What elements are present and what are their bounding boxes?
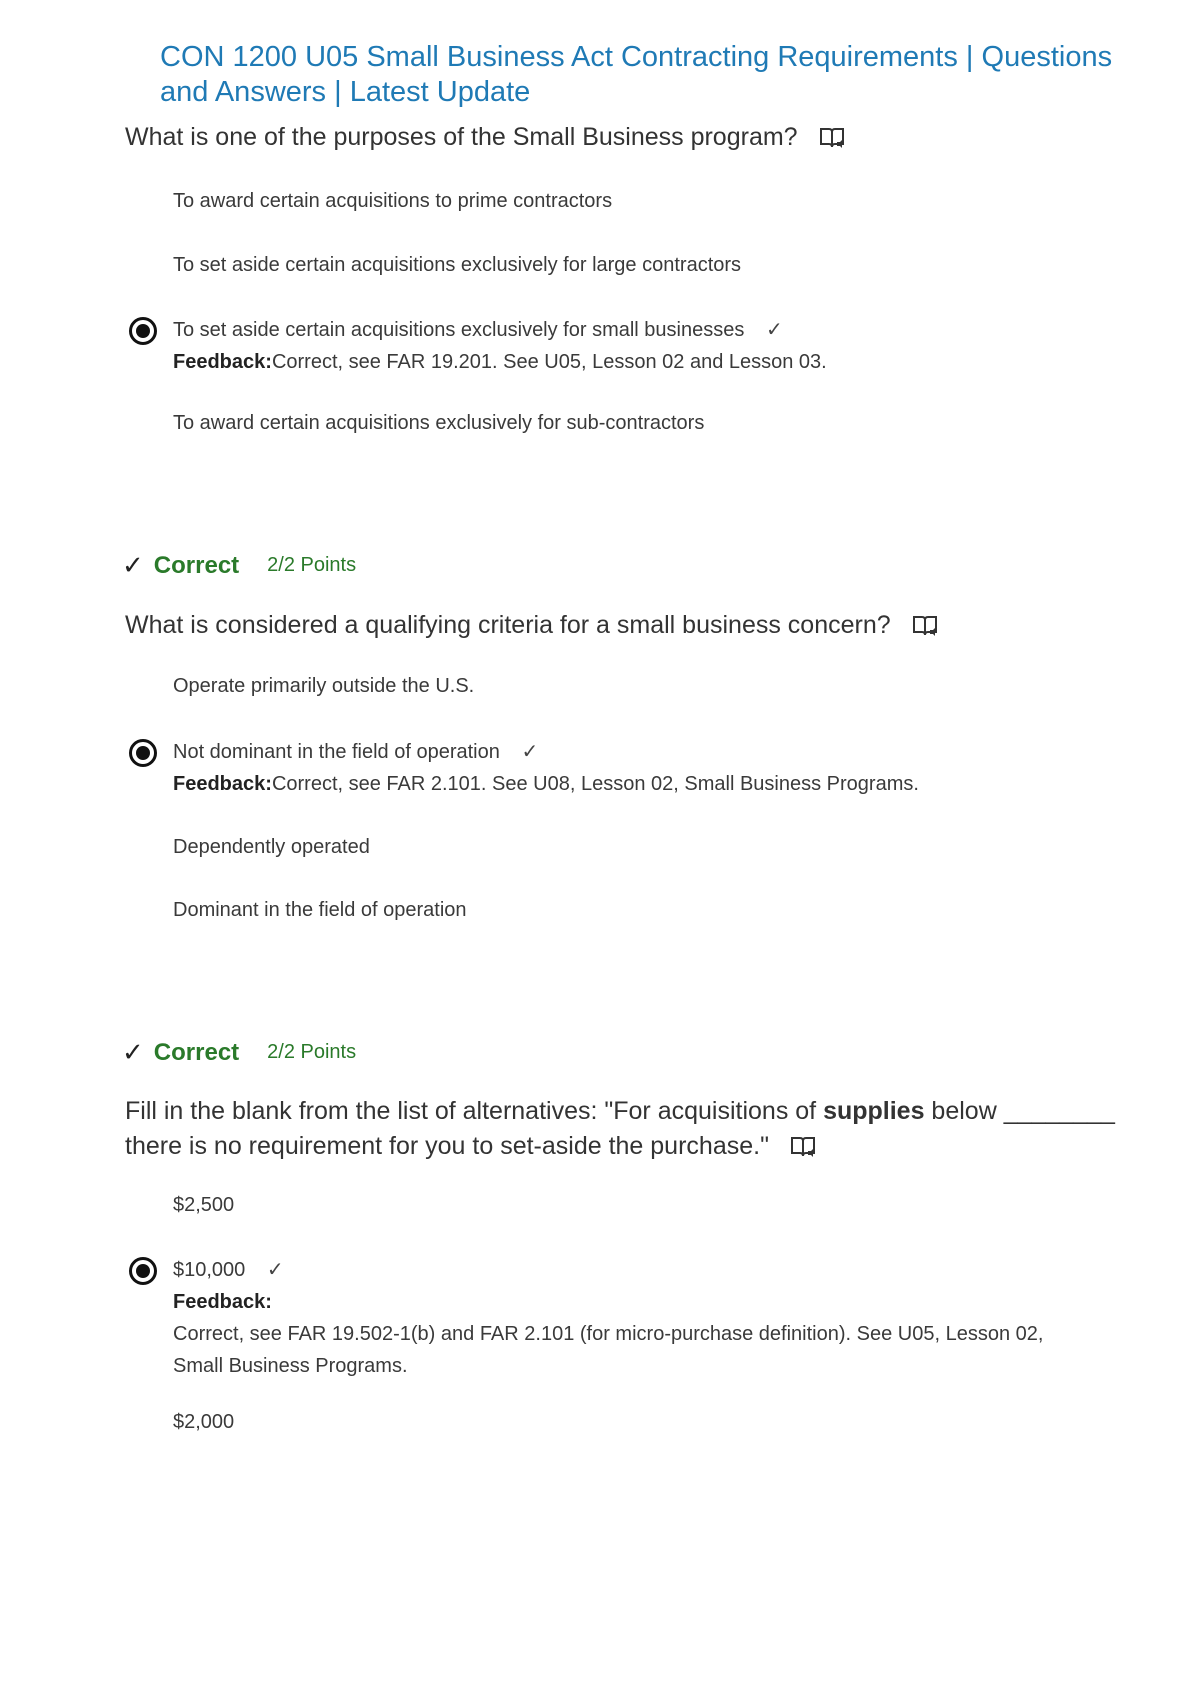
option-label: $2,000: [173, 1411, 235, 1433]
option-label: Operate primarily outside the U.S.: [173, 675, 475, 697]
question-2: [125, 608, 938, 648]
q2-option-1[interactable]: [173, 672, 474, 700]
check-icon: ✓: [521, 741, 539, 763]
q1-option-1[interactable]: [173, 187, 612, 215]
q1-option-4[interactable]: [173, 409, 704, 437]
option-label: Dominant in the field of operation: [173, 899, 467, 921]
feedback-text: Correct, see FAR 19.201. See U05, Lesson 02 and Lesson 03.: [271, 351, 827, 373]
check-icon: ✓: [122, 1037, 144, 1067]
option-label: To award certain acquisitions to prime contractors: [173, 190, 613, 212]
feedback-text: Correct, see FAR 2.101. See U08, Lesson 02, Small Business Programs.: [271, 773, 919, 795]
q1-feedback: [173, 346, 1073, 378]
q2-selected-radio[interactable]: [129, 739, 157, 767]
question-3-text-bold: supplies: [823, 1097, 925, 1125]
result-label: Correct: [153, 1038, 240, 1066]
feedback-text: Correct, see FAR 19.502-1(b) and FAR 2.101 (for micro-purchase definition). See U05, Lesson 02, Small Business Programs.: [173, 1323, 1044, 1377]
feedback-label: Feedback:: [173, 1291, 272, 1313]
q1-option-2[interactable]: [173, 251, 741, 279]
q2-option-4[interactable]: [173, 896, 467, 924]
q3-result: [122, 1037, 356, 1068]
option-label: Not dominant in the field of operation: [173, 741, 500, 763]
option-label: Dependently operated: [173, 836, 370, 858]
q2-feedback: [173, 768, 1073, 800]
check-icon: ✓: [122, 550, 144, 580]
q3-selected-radio[interactable]: [129, 1257, 157, 1285]
document-title: CON 1200 U05 Small Business Act Contracting Requirements | Questions and Answers | Latest Update: [160, 41, 1113, 108]
q2-option-2[interactable]: [173, 738, 538, 766]
q1-selected-radio[interactable]: [129, 317, 157, 345]
immersive-reader-icon[interactable]: [790, 1134, 816, 1169]
q3-feedback: [173, 1286, 1073, 1382]
question-3-text-before: Fill in the blank from the list of alternatives: "For acquisitions of: [125, 1097, 824, 1125]
feedback-label: Feedback:: [173, 773, 272, 795]
option-label: To set aside certain acquisitions exclusively for small businesses: [173, 319, 745, 341]
option-label: $2,500: [173, 1194, 235, 1216]
result-label: Correct: [153, 551, 240, 579]
q2-result: [122, 550, 356, 581]
option-label: To award certain acquisitions exclusively for sub-contractors: [173, 412, 705, 434]
question-1-text: What is one of the purposes of the Small Business program?: [125, 123, 798, 151]
q3-option-1[interactable]: [173, 1191, 234, 1219]
check-icon: ✓: [266, 1259, 284, 1281]
q1-option-3[interactable]: [173, 316, 783, 344]
feedback-label: Feedback:: [173, 351, 272, 373]
immersive-reader-icon[interactable]: [819, 125, 845, 160]
q3-option-2[interactable]: [173, 1256, 284, 1284]
immersive-reader-icon[interactable]: [912, 613, 938, 648]
question-3-text-after: below ________ there is no requirement for you to set-aside the purchase.": [125, 1097, 1115, 1160]
q3-option-3[interactable]: [173, 1408, 234, 1436]
question-3: [125, 1094, 1115, 1169]
points-badge: 2/2 Points: [267, 1041, 357, 1063]
question-2-text: What is considered a qualifying criteria for a small business concern?: [125, 611, 891, 639]
q2-option-3[interactable]: [173, 833, 370, 861]
points-badge: 2/2 Points: [267, 554, 357, 576]
check-icon: ✓: [765, 319, 783, 341]
option-label: $10,000: [173, 1259, 246, 1281]
option-label: To set aside certain acquisitions exclusively for large contractors: [173, 254, 742, 276]
question-1: [125, 120, 845, 160]
